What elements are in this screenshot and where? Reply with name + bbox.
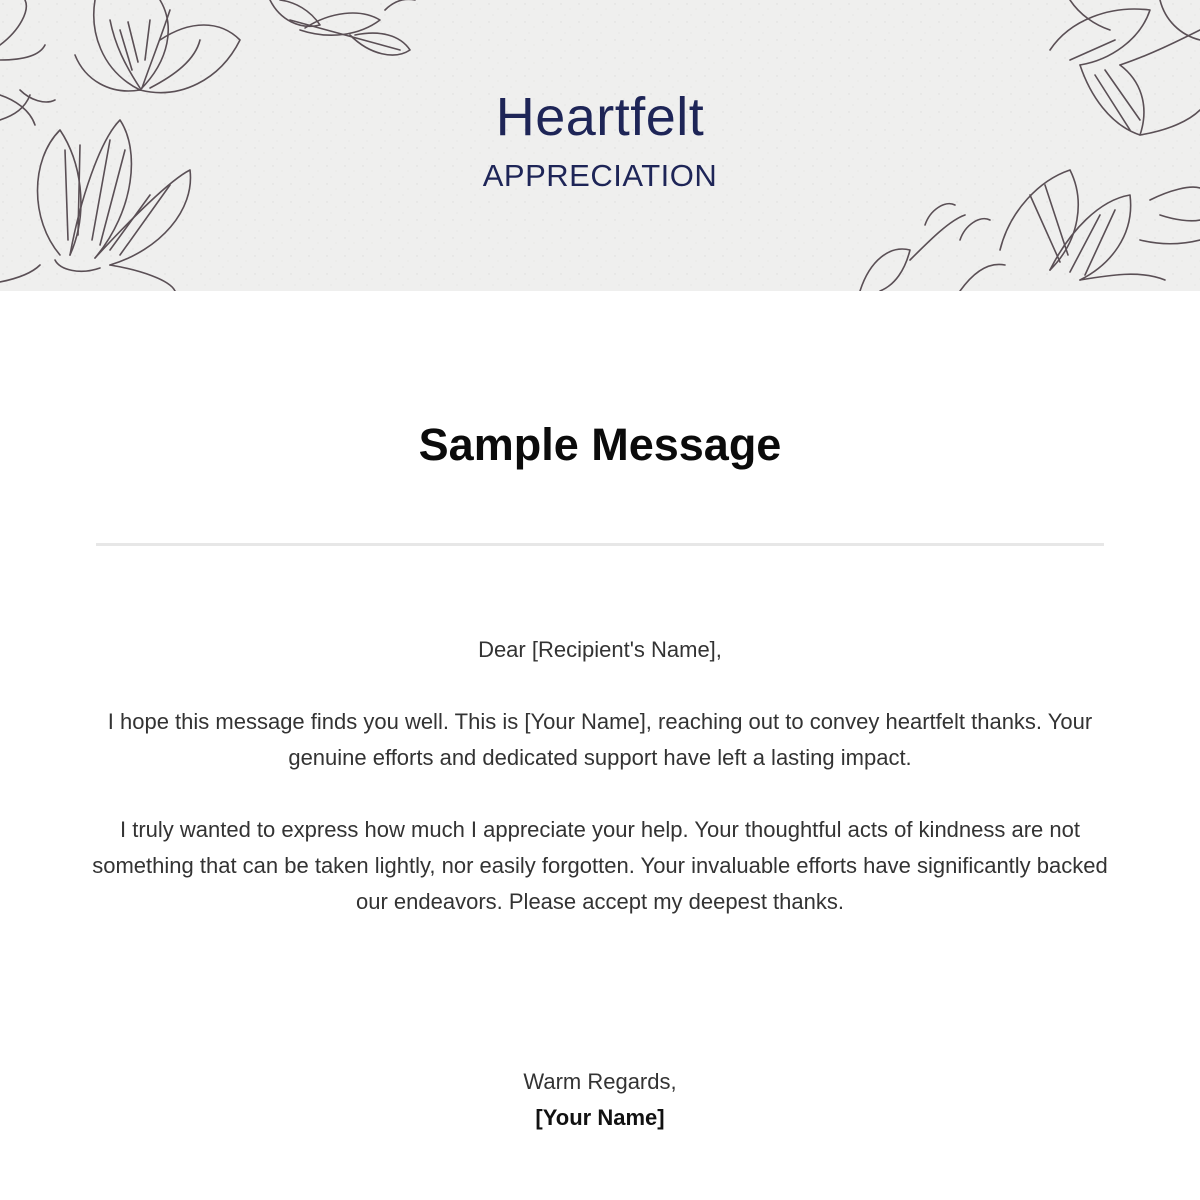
header-banner (0, 0, 1200, 291)
letter-closing: Warm Regards, (523, 1069, 677, 1094)
banner-title: Heartfelt (495, 87, 705, 147)
page-title: Sample Message (418, 419, 782, 470)
signature-name: [Your Name] (535, 1105, 665, 1130)
letter-greeting: Dear [Recipient's Name], (478, 637, 722, 662)
top-left-magnolia (0, 0, 240, 93)
letter-paragraph-2: I truly wanted to express how much I appreciate your help. Your thoughtful acts of kindness are not something that can be taken lightly, nor easily forgotten. Your invaluable efforts have significantly backed our endeavors. Please accept my deepest thanks. (92, 817, 1108, 914)
section-divider (96, 543, 1104, 546)
banner-subtitle: APPRECIATION (482, 158, 718, 193)
letter-paragraph-1: I hope this message finds you well. This is [Your Name], reaching out to convey heartfelt thanks. Your genuine efforts and dedicated support have left a lasting impact. (107, 709, 1093, 770)
top-left-leaves (270, 0, 415, 55)
